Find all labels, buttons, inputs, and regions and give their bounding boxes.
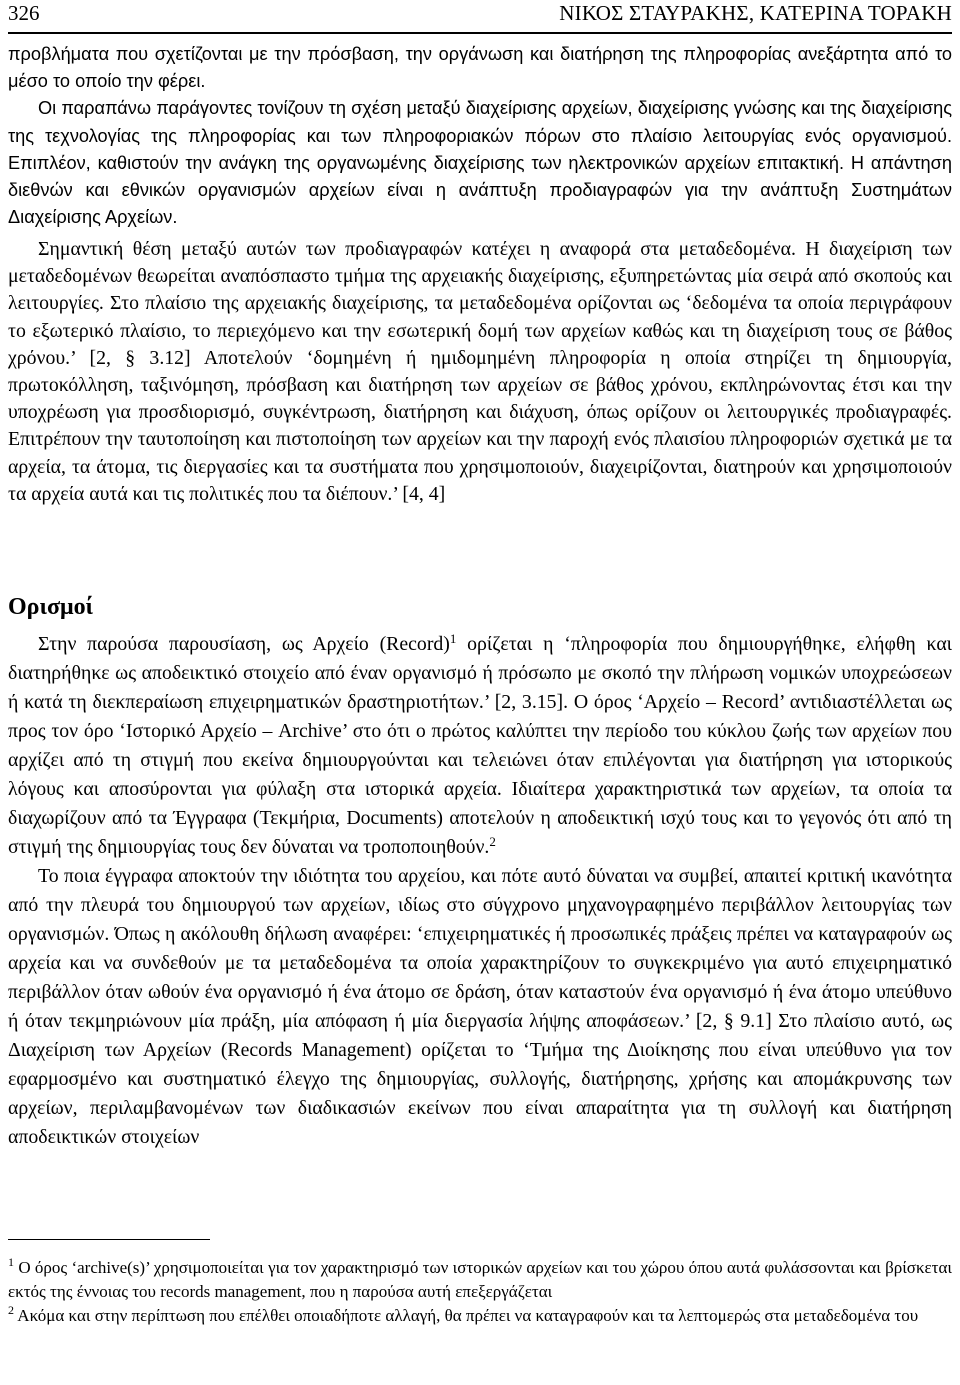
definitions-p1-rest: ορίζεται η ‘πληροφορία που δημιουργήθηκε, ελήφθη και διατηρήθηκε ως αποδεικτικό στοιχείο από έναν οργανισμό ή πρόσωπο με σκοπό την πλήρωση νομικών υποχρεώσεων ή κατά τη διεκπεραίωση επιχειρηματικών δραστηριοτήτων.’ [2, 3.15]. Ο όρος ‘Αρχείο – Record’ αντιδιαστέλλεται ως προς τον όρο ‘Ιστορικό Αρχείο – Archive’ στο ότι ο πρώτος καλύπτει την περίοδο του κύκλου ζωής των αρχείων που αρχίζει από τη στιγμή που εκείνα δημιουργούνται και τελειώνει όταν επιλέγονται για διατήρηση για ιστορικούς λόγους και αποσύρονται για φύλαξη στα ιστορικά αρχεία. Ιδιαίτερα χαρακτηριστικά των αρχείων, τα οποία τα διαχωρίζουν από τα Έγγραφα (Τεκμήρια, Documents) αποτελούν η αποδεικτική ισχύ τους και το γεγονός ότι από τη στιγμή της δημιουργίας τους δεν δύναται να τροποποιηθούν.: [8, 633, 953, 858]
definitions-paragraph-1: [8, 630, 952, 862]
running-head: ΝΙΚΟΣ ΣΤΑΥΡΑΚΗΣ, ΚΑΤΕΡΙΝΑ ΤΟΡΑΚΗ: [559, 1, 952, 25]
footnote-2: [8, 1304, 952, 1328]
footnote-2-mark: 2: [8, 1303, 14, 1317]
metadata-paragraph: Σημαντική θέση μεταξύ αυτών των προδιαγραφών κατέχει η αναφορά στα μεταδεδομένα. Η διαχείριση των μεταδεδομένων θεωρείται αναπόσπαστο τμήμα της αρχειακής διαχείρισης, εξυπηρετώντας μία σειρά από σκοπούς και λειτουργίες. Στο πλαίσιο της αρχειακής διαχείρισης, τα μεταδεδομένα ορίζονται ως ‘δεδομένα τα οποία περιγράφουν το εξωτερικό πλαίσιο, το περιεχόμενο και την εσωτερική δομή των αρχείων καθώς και τη διαχείριση τους σε βάθος χρόνου.’ [2, § 3.12] Αποτελούν ‘δομημένη ή ημιδομημένη πληροφορία η οποία στηρίζει τη δημιουργία, πρωτοκόλληση, ταξινόμηση, πρόσβαση και διατήρηση των αρχείων σε βάθος χρόνου, εκπληρώνοντας έτσι και την υποχρέωση για προσδιορισμό, συγκέντρωση, διατήρηση και διάχυση, όπως ορίζουν οι λειτουργικές προδιαγραφές. Επιτρέπουν την ταυτοποίηση και πιστοποίηση των αρχείων και την παροχή ενός πλαισίου πληροφοριών σχετικά με τα αρχεία, τα άτομα, τις διεργασίες και τα συστήματα που χρησιμοποιούν, διαχειρίζονται, διατηρούν και χρησιμοποιούν τα αρχεία αυτά και τις πολιτικές που τα διέπουν.’ [4, 4]: [8, 238, 952, 505]
footnotes: [8, 1256, 952, 1328]
intro-paragraph-2: Οι παραπάνω παράγοντες τονίζουν τη σχέση μεταξύ διαχείρισης αρχείων, διαχείρισης γνώσης και της διαχείρισης της τεχνολογίας της πληροφορίας και των πληροφοριακών πόρων στο πλαίσιο λειτουργίας ενός οργανισμού. Επιπλέον, καθιστούν την ανάγκη της οργανωμένης διαχείρισης των ηλεκτρονικών αρχείων επιτακτική. Η απάντηση διεθνών και εθνικών οργανισμών αρχείων είναι η ανάπτυξη προδιαγραφών για την ανάπτυξη Συστημάτων Διαχείρισης Αρχείων.: [8, 98, 952, 228]
header-rule: [8, 32, 952, 34]
section-heading: Ορισμοί: [8, 594, 94, 620]
footnote-2-text: Ακόμα και στην περίπτωση που επέλθει οποιαδήποτε αλλαγή, θα πρέπει να καταγραφούν και τα λεπτομερώς στα μεταδεδομένα του: [14, 1306, 919, 1325]
definitions-p1-start: Στην παρούσα παρουσίαση, ως Αρχείο (Record): [38, 633, 450, 655]
intro-block: [8, 41, 952, 231]
footnote-1: [8, 1256, 952, 1304]
footnote-1-mark: 1: [8, 1255, 14, 1269]
definitions-body: [8, 630, 952, 1152]
footnote-ref-1[interactable]: 1: [449, 631, 457, 646]
page-number: 326: [8, 1, 40, 25]
footnote-ref-2[interactable]: 2: [489, 834, 496, 849]
page-header: [8, 0, 952, 30]
intro-paragraph-1: προβλήματα που σχετίζονται με την πρόσβαση, την οργάνωση και διατήρηση της πληροφορίας ανεξάρτητα από το μέσο το οποίο την φέρει.: [8, 44, 952, 92]
footnote-separator: [8, 1239, 210, 1240]
metadata-section: [8, 236, 952, 508]
definitions-paragraph-2: Το ποια έγγραφα αποκτούν την ιδιότητα του αρχείου, και πότε αυτό δύναται να συμβεί, απαιτεί κριτική ικανότητα από την πλευρά του δημιουργού των αρχείων, ιδίως στο σύγχρονο μηχανογραφημένο περιβάλλον λειτουργίας των οργανισμών. Όπως η ακόλουθη δήλωση αναφέρει: ‘επιχειρηματικές ή προσωπικές πράξεις πρέπει να καταγραφούν ως αρχεία και να συνδεθούν με τα μεταδεδομένα τα οποία χαρακτηρίζουν το συγκεκριμένο για αυτό επιχειρηματικό περιβάλλον όταν ωθούν ένα οργανισμό ή ένα άτομο σε δράση, όταν καταστούν ένα οργανισμό ή ένα άτομο υπεύθυνο ή όταν τεκμηριώνουν μία πράξη, μία απόφαση ή μία διεργασία λήψης αποφάσεων.’ [2, § 9.1] Στο πλαίσιο αυτό, ως Διαχείριση των Αρχείων (Records Management) ορίζεται το ‘Τμήμα της Διοίκησης που είναι υπεύθυνο για τον εφαρμοσμένο και συστηματικό έλεγχο της δημιουργίας, συλλογής, διατήρησης, χρήσης και απομάκρυνσης των αρχείων, περιλαμβανομένων των διαδικασιών εκείνων που είναι απαραίτητα για τη συλλογή και διατήρηση αποδεικτικών στοιχείων: [8, 865, 952, 1148]
footnote-1-text: Ο όρος ‘archive(s)’ χρησιμοποιείται για τον χαρακτηρισμό των ιστορικών αρχείων και του χώρου όπου αυτά φυλάσσονται και βρίσκεται εκτός της έννοιας του records management, που η παρούσα αυτή επεξεργάζεται: [8, 1258, 952, 1301]
